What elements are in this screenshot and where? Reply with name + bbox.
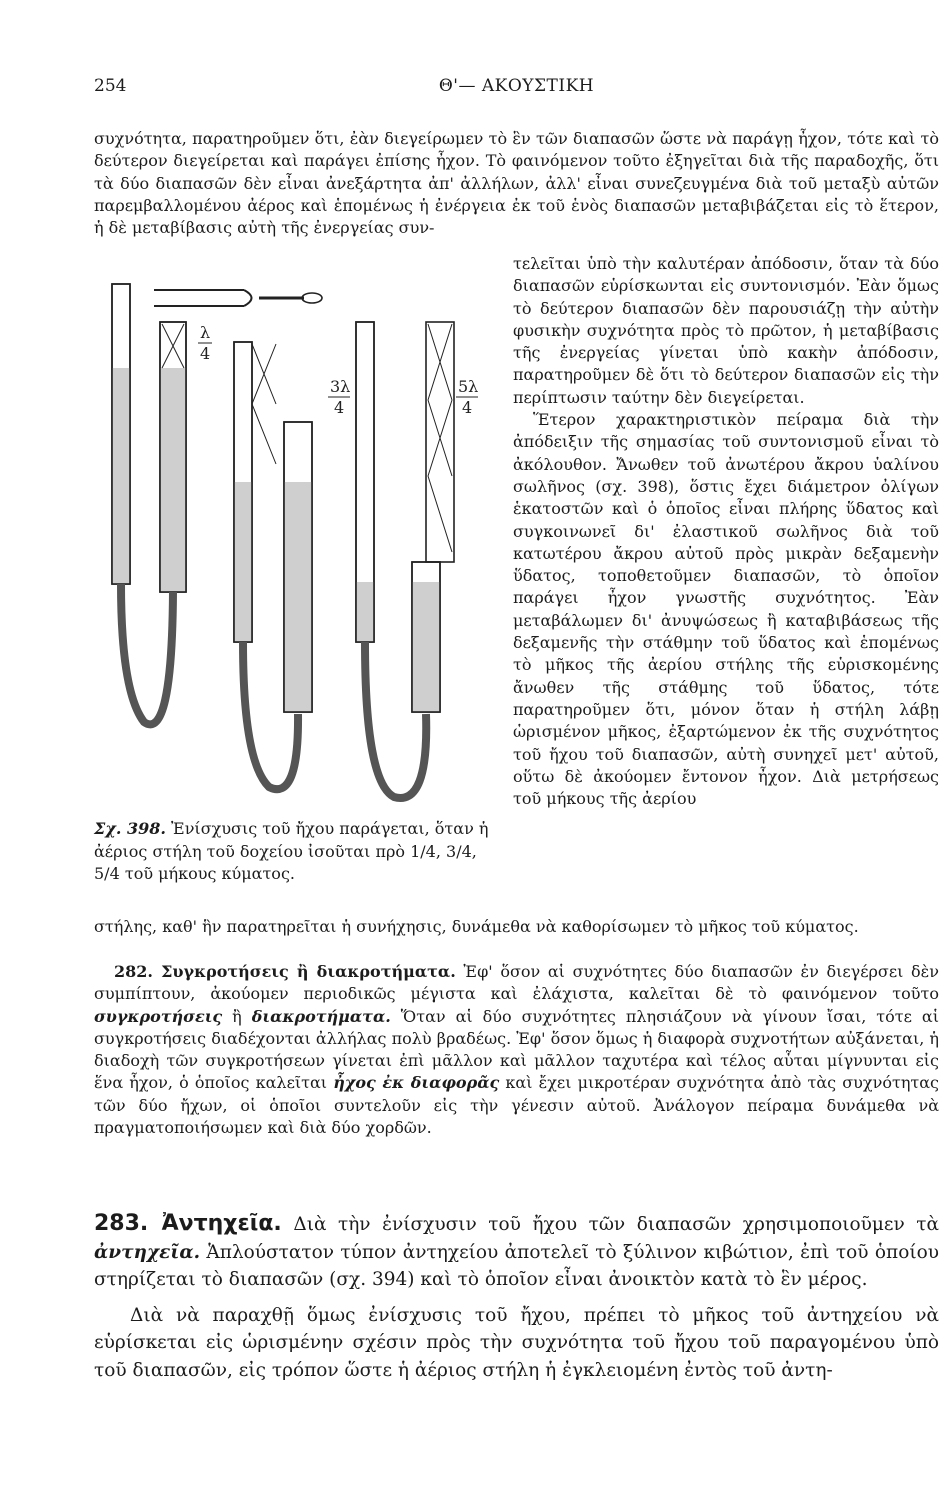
section-282-text-1: Ἐφ' ὅσον αἱ συχνότητες δύο διαπασῶν ἐν διεγέρσει δὲν συμπίπτουν, ἀκούομεν περιοδικῶς μέγιστα καὶ ἐλάχιστα, καλεῖται δὲ τὸ φαινόμενον τοῦτο	[94, 962, 939, 1004]
paragraph-after-figure	[94, 916, 939, 938]
upper-tube-3	[426, 322, 454, 562]
caption-number: Σχ. 398.	[94, 819, 166, 838]
label-lambda-3: 3λ	[330, 377, 351, 396]
section-283-text-1: Διὰ τὴν ἐνίσχυσιν τοῦ ἤχου τῶν διαπασῶν χρησιμοποιοῦμεν τὰ	[281, 1214, 940, 1235]
wrap-paragraph-2: Ἕτερον χαρακτηριστικὸν πείραμα διὰ τὴν ἀπόδειξιν τῆς σημασίας τοῦ συντονισμοῦ εἶναι τὸ ἀκόλουθον. Ἄνωθεν τοῦ ἀνωτέρου ἄκρου ὑαλίνου σωλῆνος (σχ. 398), ὅστις ἔχει διάμετρον ὀλίγων ἑκατοστῶν καὶ ὁ ὁποῖος εἶναι πλήρης ὕδατος καὶ συγκοινωνεῖ δι' ἐλαστικοῦ σωλῆνος διὰ τοῦ κατωτέρου ἄκρου αὐτοῦ πρὸς μικρὰν δεξαμενὴν ὕδατος, τοποθετοῦμεν διαπασῶν, τὸ ὁποῖον παράγει ἦχον γνωστῆς συχνότητος. Ἐὰν μεταβάλωμεν δι' ἀνυψώσεως ἢ καταβιβάσεως τῆς δεξαμενῆς τὴν στάθμην τοῦ ὕδατος καὶ ἑπομένως τὸ μῆκος τῆς ἀερίου στήλης τῆς εὑρισκομένης ἄνωθεν τῆς στάθμης τοῦ ὕδατος, τότε παρατηροῦμεν ὅτι, μόνον ὅταν ἡ στήλη λάβῃ ὡρισμένον μῆκος, ἐξαρτώμενον ἐκ τῆς συχνότητος τοῦ ἤχου τοῦ διαπασῶν, αὐτὴ συνηχεῖ μετ' αὐτοῦ, οὕτω δὲ ἀκούομεν ἔντονον ἦχον. Διὰ μετρήσεως τοῦ μήκους τῆς ἀερίου	[513, 410, 939, 809]
section-282-term-2: διακροτήματα.	[251, 1006, 391, 1026]
section-282-text-4: καὶ ἔχει μικροτέραν συχνότητα ἀπὸ τὰς συχνότητας τῶν δύο ἤχων, οἱ ὁποῖοι συντελοῦν εἰς τὴν γένεσιν αὐτοῦ. Ἀνάλογον πείραμα δυνάμεθα νὰ πραγματοποιήσωμεν καὶ διὰ δύο χορδῶν.	[94, 1073, 940, 1138]
label-four-3: 4	[334, 398, 345, 417]
section-283-number: 283.	[94, 1211, 149, 1236]
label-lambda-1: λ	[200, 323, 211, 342]
water-column-1	[160, 368, 186, 592]
water-column-2	[284, 482, 312, 712]
section-283-text-2: Ἁπλούστατον τύπον ἀντηχείου ἀποτελεῖ τὸ ξύλινον κιβώτιον, ἐπὶ τοῦ ὁποίου στηρίζεται τὸ διαπασῶν (σχ. 394) καὶ τὸ ὁποῖον εἶναι ἀνοικτὸν κατὰ τὸ ἓν μέρος.	[94, 1241, 939, 1290]
paragraph-after-figure-text: στήλης, καθ' ἣν παρατηρεῖται ἡ συνήχησις, δυνάμεθα νὰ καθορίσωμεν τὸ μῆκος τοῦ κύματος.	[94, 917, 859, 936]
wrapped-column	[513, 253, 939, 810]
section-283	[94, 1210, 939, 1384]
section-282-text-2: ἢ	[222, 1006, 252, 1026]
section-283-term: ἀντηχεῖα.	[94, 1241, 201, 1263]
section-282-term-3: ἦχος ἐκ διαφορᾶς	[333, 1073, 500, 1093]
running-title: Θ'— ΑΚΟΥΣΤΙΚΗ	[438, 76, 595, 96]
section-283-paragraph-2: Διὰ νὰ παραχθῇ ὅμως ἐνίσχυσις τοῦ ἤχου, πρέπει τὸ μῆκος τοῦ ἀντηχείου νὰ εὑρίσκεται εἰς ὡρισμένην σχέσιν πρὸς τὴν συχνότητα τοῦ ἤχου τοῦ παραγομένου ὑπὸ τοῦ διαπασῶν, εἰς τρόπον ὥστε ἡ ἀέριος στήλη ἡ ἐγκλειομένη ἐντὸς τοῦ ἀντη-	[94, 1304, 939, 1381]
label-lambda-5: 5λ	[458, 377, 479, 396]
paragraph-top-text: συχνότητα, παρατηροῦμεν ὅτι, ἐὰν διεγείρωμεν τὸ ἓν τῶν διαπασῶν ὥστε νὰ παράγῃ ἦχον, τότε καὶ τὸ δεύτερον διεγείρεται καὶ παράγει ἐπίσης ἦχον. Τὸ φαινόμενον τοῦτο ἐξηγεῖται διὰ τῆς παραδοχῆς, ὅτι τὰ δύο διαπασῶν δὲν εἶναι ἀνεξάρτητα ἀπ' ἀλλήλων, ἀλλ' εἶναι συνεζευγμένα διὰ τοῦ μεταξὺ αὐτῶν παρεμβαλλομένου ἀέρος καὶ ἑπομένως ἡ ἐνέργεια ἐκ τοῦ ἑνὸς διαπασῶν μεταβιβάζεται εἰς τὸ ἕτερον, ἡ δὲ μεταβίβασις αὐτὴ τῆς ἐνεργείας συν-	[94, 129, 939, 238]
resonance-tubes-illustration	[94, 262, 504, 807]
water-reservoir-3	[356, 582, 374, 642]
water-reservoir-1	[112, 368, 130, 584]
tuning-fork-knob	[302, 293, 322, 303]
page-number: 254	[94, 76, 127, 96]
figure-caption	[94, 818, 494, 886]
tuning-fork-prongs	[154, 290, 252, 306]
wrap-paragraph-1: τελεῖται ὑπὸ τὴν καλυτέραν ἀπόδοσιν, ὅταν τὰ δύο διαπασῶν εὑρίσκωνται εἰς συντονισμόν. Ἐὰν ὅμως τὸ δεύτερον διαπασῶν δὲν παρουσιάζῃ τὴν αὐτὴν φυσικὴν συχνότητα πρὸς τὸ πρῶτον, ἡ μεταβίβασις τῆς ἐνεργείας γίνεται ὑπὸ κακὴν ἀπόδοσιν, παρατηροῦμεν δὲ ὅτι τὸ δεύτερον διαπασῶν εἰς τὴν περίπτωσιν ταύτην δὲν διεγείρεται.	[513, 254, 939, 407]
section-282	[94, 961, 939, 1139]
section-282-text-3: Ὅταν αἱ δύο συχνότητες πλησιάζουν νὰ γίνουν ἴσαι, τότε αἱ συγκροτήσεις διαδέχονται ἀλλήλας πολὺ βραδέως. Ἐφ' ὅσον ὅμως ἡ διαφορὰ συχνοτήτων αὐξάνεται, ἡ διαδοχὴ τῶν συγκροτήσεων γίνεται ἐπὶ μᾶλλον καὶ μᾶλλον ταχυτέρα καὶ τέλος αὗται μίγνυνται εἰς ἕνα ἦχον, ὁ ὁποῖος καλεῖται	[94, 1006, 939, 1093]
wave-pattern-1	[162, 324, 184, 368]
section-282-heading: 282. Συγκροτήσεις ἢ διακροτήματα.	[114, 962, 456, 981]
section-283-title: Ἀντηχεῖα.	[148, 1211, 282, 1236]
water-column-3	[412, 582, 440, 712]
wave-pattern-3	[428, 324, 452, 552]
rubber-hose-1	[121, 584, 173, 724]
figure-398	[94, 262, 504, 902]
paragraph-top	[94, 128, 939, 239]
caption-text: Ἐνίσχυσις τοῦ ἤχου παράγεται, ὅταν ἡ ἀέριος στήλη τοῦ δοχείου ἰσοῦται πρὸ 1/4, 3/4, 5/4 τοῦ μήκους κύματος.	[94, 819, 489, 883]
water-reservoir-2	[234, 482, 252, 642]
page-header	[94, 76, 939, 104]
label-four-5: 4	[462, 398, 473, 417]
wave-pattern-2	[252, 344, 276, 464]
label-four-1: 4	[200, 344, 211, 363]
section-282-term-1: συγκροτήσεις	[94, 1006, 223, 1026]
